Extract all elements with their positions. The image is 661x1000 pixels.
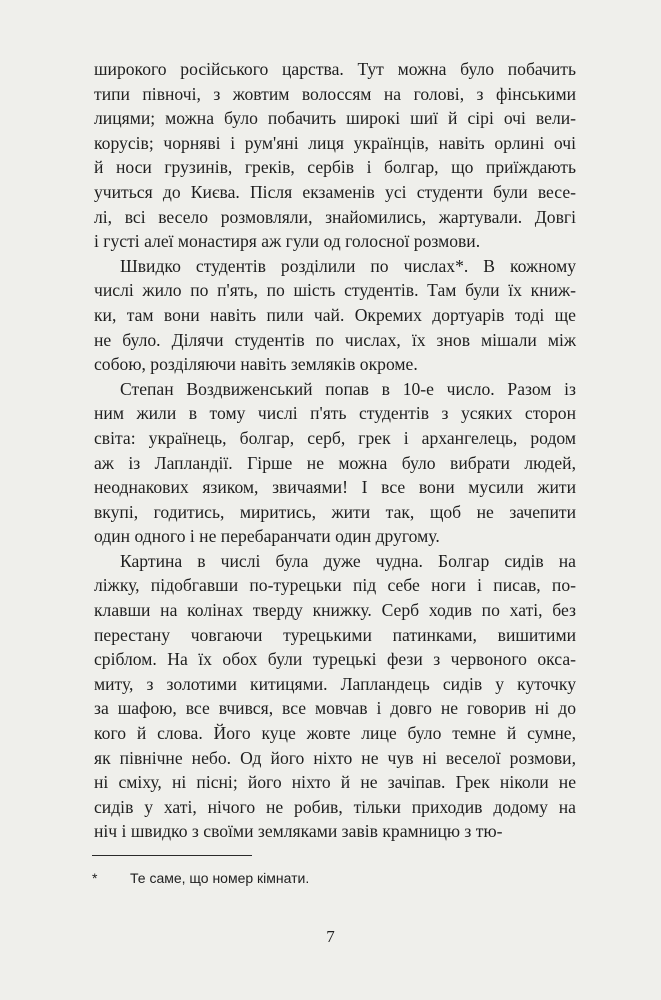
footnote [92,870,309,886]
paragraph [94,57,576,254]
text-line: учиться до Києва. Після екзаменів усі студенти були весе- [94,181,576,202]
text-line: ки, там вони навіть пили чай. Окремих дортуарів тоді ще [94,304,576,325]
text-line: сріблом. На їх обох були турецькі фези з червоного окса- [94,649,576,670]
paragraph [94,254,576,377]
text-line: один одного і не перебаранчати один другому. [94,526,440,547]
text-line: ні сміху, ні пісні; його ніхто й не зачіпав. Грек ніколи не [94,772,576,793]
text-line: ним жили в тому числі п'ять студентів з усяких сторон [94,403,576,424]
text-line: кого й слова. Його куце жовте лице було темне й сумне, [94,723,576,744]
footnote-text: Те саме, що номер кімнати. [130,870,310,886]
text-line: корусів; чорняві і рум'яні лиця українців, навіть орлині очі [94,132,576,153]
footnote-divider [92,855,252,856]
body-text [94,57,576,844]
page-number: 7 [326,927,335,946]
text-line: широкого російського царства. Тут можна було побачить [94,59,576,79]
text-line: сидів у хаті, нічого не робив, тільки приходив додому на [94,796,576,817]
text-line: типи півночі, з жовтим волоссям на голові, з фінськими [94,83,576,104]
text-line: як північне небо. Од його ніхто не чув ні веселої розмови, [94,747,576,768]
text-line: Швидко студентів розділили по числах*. В кожному [120,255,576,276]
text-line: ніч і швидко з своїми земляками завів крамницю з тю- [94,821,503,842]
text-line: лицями; можна було побачить широкі шиї й сірі очі вели- [94,108,576,129]
text-line: і густі алеї монастиря аж гули од голосної розмови. [94,231,481,252]
text-line: не було. Ділячи студентів по числах, їх знов мішали між [94,329,576,350]
text-line: миту, з золотими китицями. Лапландець сидів у куточку [94,673,576,694]
text-line: неоднакових язиком, звичаями! І все вони мусили жити [94,477,576,498]
text-line: числі жило по п'ять, по шість студентів. Там були їх книж- [94,280,576,301]
text-line: й носи грузинів, греків, сербів і болгар, що приїждають [94,157,576,178]
text-line: ліжку, підобгавши по-турецьки під себе ноги і писав, по- [94,575,576,596]
text-line: світа: українець, болгар, серб, грек і архангелець, родом [94,427,576,448]
text-line: перестану човгаючи турецькими патинками, вишитими [94,624,576,645]
text-line: за шафою, все вчився, все мовчав і довго не говорив ні до [94,698,576,719]
text-line: аж із Лапландії. Гірше не можна було вибрати людей, [94,452,576,473]
text-line: собою, розділяючи навіть земляків окроме. [94,354,418,375]
footnote-mark: * [92,870,98,886]
paragraph [94,377,576,549]
text-line: Степан Воздвиженський попав в 10-е число. Разом із [120,378,576,399]
text-line: вкупі, годитись, миритись, жити так, щоб не зачепити [94,501,576,522]
text-line: лі, всі весело розмовляли, знайомились, жартували. Довгі [94,206,576,227]
text-line: клавши на колінах тверду книжку. Серб ходив по хаті, без [94,600,576,621]
paragraph [94,549,576,844]
text-line: Картина в числі була дуже чудна. Болгар сидів на [120,550,576,571]
